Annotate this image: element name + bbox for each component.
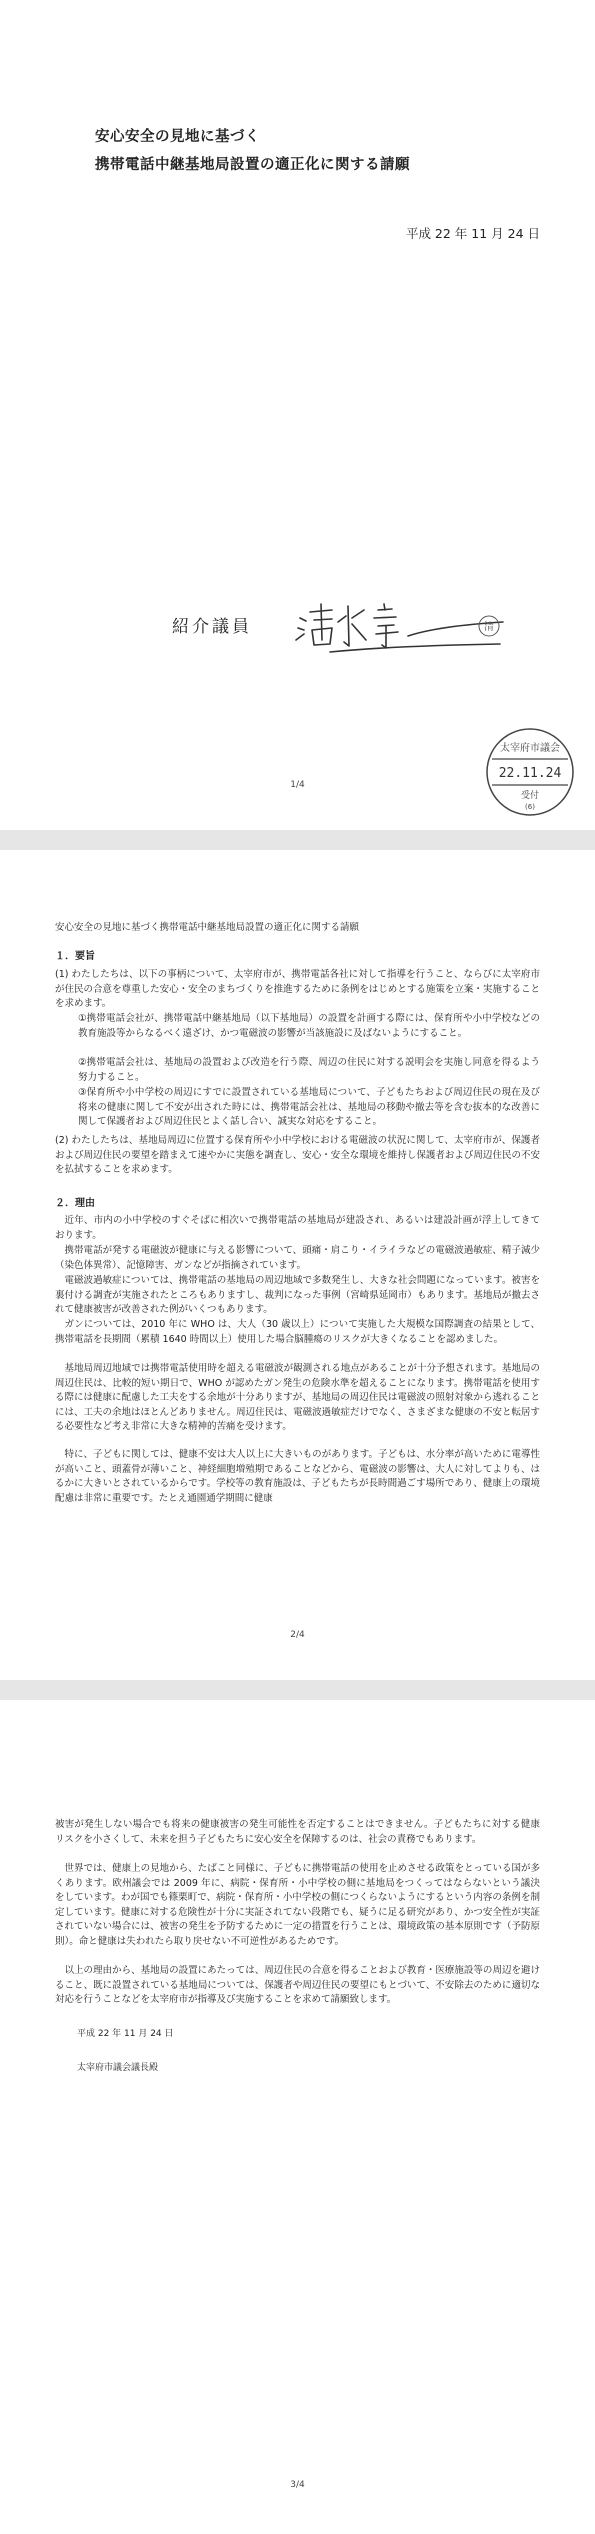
conclusion-paragraph: 世界では、健康上の見地から、たばこと同様に、子どもに携帯電話の使用を止めさせる政策をとっている国が多くあります。欧州議会では 2009 年に、病院・保育所・小中学校の側に基地局をつくってはならないという議決をしています。わが国でも篠栗町で、病院・保育所・小中学校の側につくらないようにするという内容の条例を制定しています。健康に対する危険性が十分に実証されてない段階でも、疑うに足る研究があり、かつ安全性が実証されていない場合には、被害の発生を予防するために一定の措置を行うことは、環境政策の基本原則です（予防原則）。命と健康は失われたら取り戻せない不可逆性があるためです。 — [55, 1863, 540, 1947]
section-title-reason: ２．理由 — [55, 1198, 95, 1209]
petition-title-line1: 安心安全の見地に基づく — [95, 129, 260, 145]
conclusion-page — [0, 1700, 595, 2534]
request-item-2: (2) わたしたちは、基地局周辺に位置する保育所や小中学校における電磁波の状況に関して、太宰府市が、保護者および周辺住民の要望を踏まえて速やかに実態を調査し、安心・安全な環境を維持し保護者および周辺住民の不安を払拭することを求めます。 — [55, 1135, 540, 1176]
request-item-1-sub-1: ①携帯電話会社が、携帯電話中継基地局（以下基地局）の設置を計画する際には、保育所や小中学校などの教育施設等からなるべく遠ざけ、かつ電磁波の影響が当該施設に及ばないようにすること。 — [78, 1013, 540, 1039]
cover-page — [0, 0, 595, 830]
reason-paragraph: 携帯電話が発する電磁波が健康に与える影響について、頭痛・肩こり・イライラなどの電磁波過敏症、精子減少（染色体異常）、記憶障害、ガンなどが指摘されています。 — [55, 1245, 540, 1271]
conclusion-paragraph: 被害が発生しない場合でも将来の健康被害の発生可能性を否定することはできません。子どもたちに対する健康リスクを小さくして、未来を担う子どもたちに安心安全を保障するのは、社会の責務でもあります。 — [55, 1819, 540, 1845]
stamp-date: 22.11.24 — [498, 766, 562, 781]
introducer-label: 紹介議員 — [172, 617, 252, 637]
seal-char: 清 — [484, 622, 494, 633]
closing-date: 平成 22 年 11 月 24 日 — [77, 2029, 174, 2039]
page-number: 3/4 — [290, 2480, 305, 2490]
reason-paragraph: 電磁波過敏症については、携帯電話の基地局の周辺地域で多数発生し、大きな社会問題になっています。被害を裏付ける調査が実施されたところもありますし、裁判になった事例（宮崎県延岡市）もあります。基地局が撤去されて健康被害が改善された例がいくつもあります。 — [55, 1275, 540, 1316]
conclusion-paragraph: 以上の理由から、基地局の設置にあたっては、周辺住民の合意を得ることおよび教育・医療施設等の周辺を避けること、既に設置されている基地局については、保護者や周辺住民の要望にもとづいて、不安除去のために適切な対応を行うことなどを太宰府市が指導及び実施することを求めて請願致します。 — [55, 1965, 540, 2006]
request-item-1: (1) わたしたちは、以下の事柄について、太宰府市が、携帯電話各社に対して指導を行うこと、ならびに太宰府市が住民の合意を尊重した安心・安全のまちづくりを推進するために条例をはじめとする施策を立案・実施することを求めます。 — [55, 969, 540, 1010]
summary-page — [0, 850, 595, 1680]
reason-paragraph: 基地局周辺地域では携帯電話使用時を超える電磁波が観測される地点があることが十分予想されます。基地局の周辺住民は、比較的短い期日で、WHO が認めたガン発生の危険水準を超えることになります。携帯電話を使用する際には健康に配慮した工夫をする余地が十分ありますが、基地局の周辺住民は電磁波の照射対象から逃れることには、工夫の余地はほとんどありません。周辺住民は、電磁波過敏症だけでなく、さまざまな健康の不安と転居する必要性など考え非常に大きな精神的苦痛を受けます。 — [55, 1363, 540, 1433]
stamp-bottom-text: 受付 — [520, 791, 540, 801]
page-header: 安心安全の見地に基づく携帯電話中継基地局設置の適正化に関する請願 — [55, 922, 360, 933]
stamp-number: (6) — [525, 803, 535, 811]
reason-paragraph: 近年、市内の小中学校のすぐそばに相次いで携帯電話の基地局が建設され、あるいは建設計画が浮上してきております。 — [55, 1215, 540, 1241]
page-number: 1/4 — [290, 780, 305, 790]
petition-date: 平成 22 年 11 月 24 日 — [405, 226, 540, 241]
request-item-1-sub-2: ②携帯電話会社は、基地局の設置および改造を行う際、周辺の住民に対する説明会を実施し同意を得るよう努力すること。 — [78, 1057, 540, 1083]
stamp-top-text: 太宰府市議会 — [500, 743, 560, 754]
page-number: 2/4 — [290, 1630, 305, 1640]
reason-paragraph: 特に、子どもに関しては、健康不安は大人以上に大きいものがあります。子どもは、水分率が高いために電導性が高いこと、頭蓋骨が薄いこと、神経細胞増殖期であることなどから、電磁波の影響は、大人に対してよりも、はるかに大きいとされているからです。学校等の教育施設は、子どもたちが長時間過ごす場所であり、健康上の環境配慮は非常に重要です。たとえ通園通学期間に健康 — [55, 1449, 540, 1504]
reason-paragraph: ガンについては、2010 年に WHO は、大人（30 歳以上）について実施した大規模な国際調査の結果として、携帯電話を長期間（累積 1640 時間以上）使用した場合脳腫瘍のリスクが大きくなることを認めました。 — [55, 1319, 540, 1345]
section-title-summary: １．要旨 — [55, 951, 95, 962]
reception-stamp — [484, 726, 576, 818]
request-item-1-sub-3: ③保育所や小中学校の周辺にすでに設置されている基地局について、子どもたちおよび周辺住民の現在及び将来の健康に関して不安が出された時には、携帯電話会社は、基地局の移動や撤去等を含む抜本的な改善に関して保護者および周辺住民とよく話し合い、誠実な対応をすること。 — [78, 1087, 540, 1128]
petition-title-line2: 携帯電話中継基地局設置の適正化に関する請願 — [95, 157, 410, 173]
handwritten-signature — [290, 578, 515, 658]
addressee: 太宰府市議会議長殿 — [77, 2063, 159, 2073]
